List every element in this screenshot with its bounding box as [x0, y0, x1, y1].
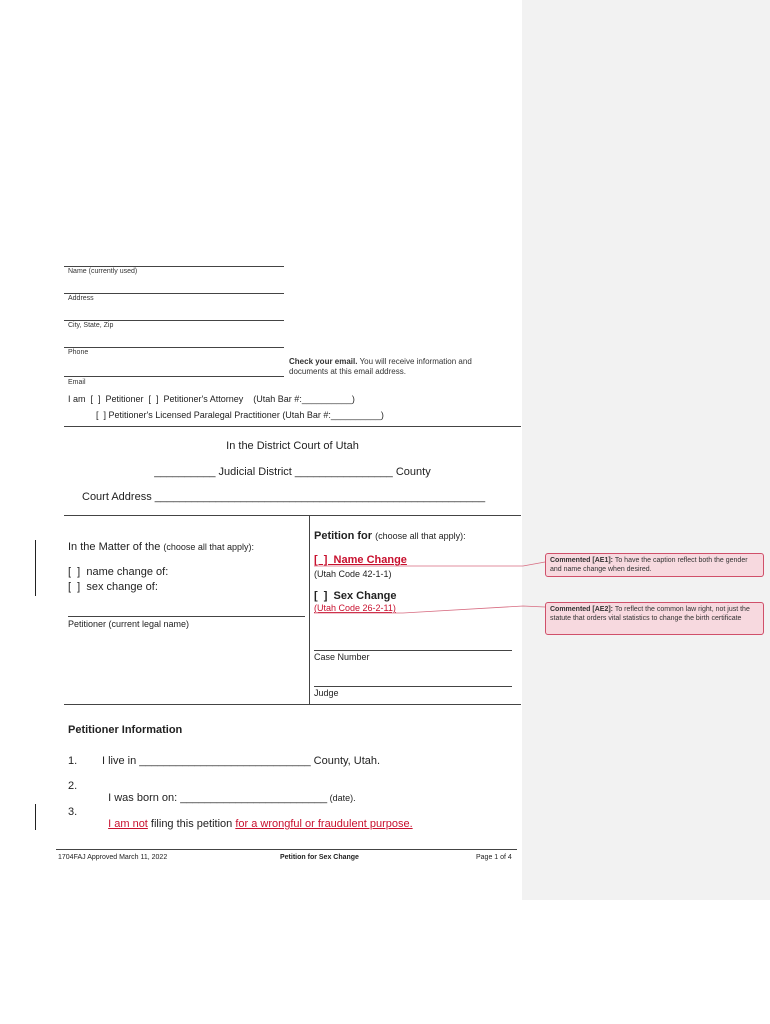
email-note-text: You will receive information and documents at this email address.	[289, 357, 472, 376]
address-label: Address	[68, 295, 94, 302]
footer-center: Petition for Sex Change	[280, 854, 359, 861]
phone-label: Phone	[68, 349, 89, 356]
item-2-number: 2.	[68, 780, 78, 792]
name-label: Name (currently used)	[68, 268, 138, 275]
item-2-note: (date).	[327, 793, 356, 803]
comment-ae2-label: Commented [AE2]:	[550, 606, 614, 613]
item-1-number: 1.	[68, 755, 78, 767]
court-address: Court Address ______________________________________________________	[82, 491, 486, 503]
court-district: __________ Judicial District ________________ County	[154, 466, 431, 478]
petitioner-name-label: Petitioner (current legal name)	[68, 619, 190, 629]
name-change-code: (Utah Code 42-1-1)	[314, 569, 392, 579]
iam-line1: I am [ ] Petitioner [ ] Petitioner's Attorney (Utah Bar #:__________)	[68, 394, 355, 404]
item-1-text: I live in ____________________________ County, Utah.	[102, 755, 381, 767]
item-3-insert-1: I am not	[108, 818, 148, 830]
comment-ae2-text: To reflect the common law right, not just the statute that orders vital statistics to change the birth certificate	[550, 606, 750, 622]
sex-change-code: (Utah Code 26-2-11)	[314, 603, 396, 613]
petition-name-change-checkbox[interactable]: [ ] Name Change	[314, 554, 407, 566]
petition-heading-note: (choose all that apply):	[375, 531, 466, 541]
judge-label: Judge	[314, 688, 339, 698]
city-label: City, State, Zip	[68, 322, 114, 329]
email-note-bold: Check your email.	[289, 357, 358, 366]
email-label: Email	[68, 379, 86, 386]
name-change-checkbox[interactable]: [ ] name change of:	[68, 566, 169, 578]
comment-ae1-text: To have the caption reflect both the gender and name change when desired.	[550, 557, 748, 573]
case-number-label: Case Number	[314, 652, 370, 662]
footer-right: Page 1 of 4	[476, 854, 512, 861]
leader-ae1	[314, 562, 545, 566]
leader-ae2	[314, 606, 545, 613]
item-3-insert-2: for a wrongful or fraudulent purpose.	[235, 818, 413, 830]
footer-left: 1704FAJ Approved March 11, 2022	[58, 854, 168, 861]
petition-heading-text: Petition for	[314, 530, 373, 542]
matter-heading-note: (choose all that apply):	[163, 542, 254, 552]
item-2-main: I was born on: ________________________	[108, 792, 328, 804]
sex-change-checkbox[interactable]: [ ] sex change of:	[68, 581, 158, 593]
matter-heading-text: In the Matter of the	[68, 541, 161, 553]
item-3-mid: filing this petition	[147, 818, 236, 830]
comment-ae1-label: Commented [AE1]:	[550, 557, 614, 564]
petitioner-info-heading: Petitioner Information	[68, 724, 183, 736]
item-3-number: 3.	[68, 806, 78, 818]
iam-line2: [ ] Petitioner's Licensed Paralegal Practitioner (Utah Bar #:__________)	[96, 410, 384, 420]
court-title: In the District Court of Utah	[226, 440, 359, 452]
petition-sex-change-checkbox[interactable]: [ ] Sex Change	[314, 590, 397, 602]
